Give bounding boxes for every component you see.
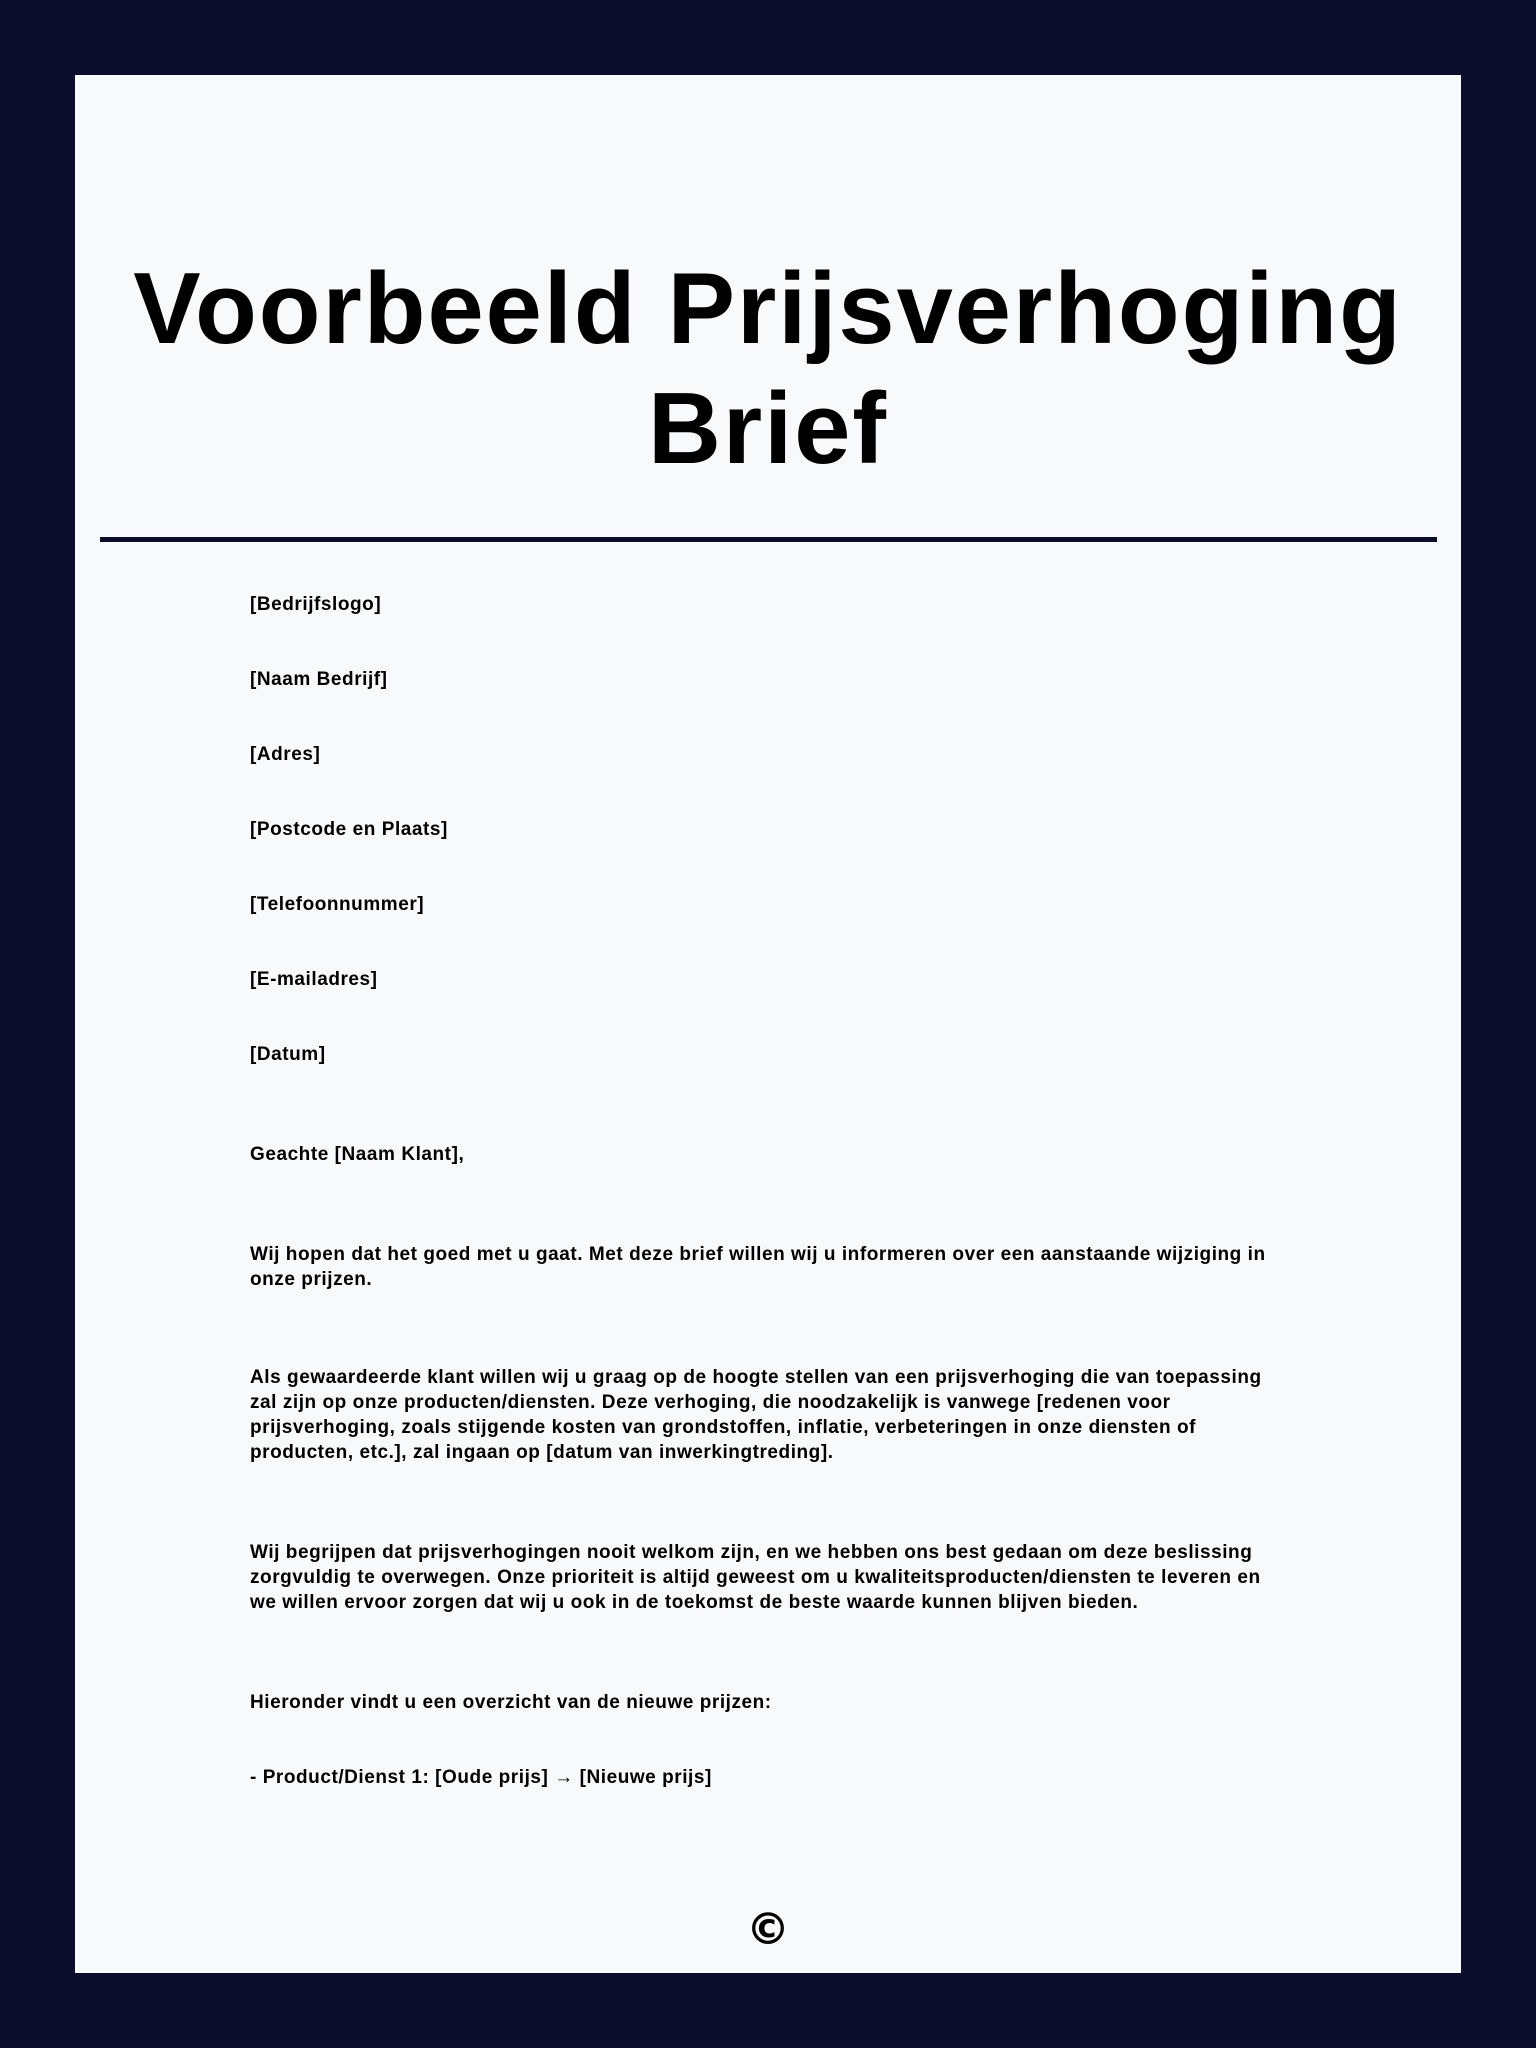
sender-phone: [Telefoonnummer] [250,894,425,915]
title-divider [100,537,1437,542]
paragraph-line: zal zijn op onze producten/diensten. Deze verhoging, die noodzakelijk is vanwege [redenen voor [250,1392,1171,1413]
paragraph-intro [250,1242,1295,1292]
salutation: Geachte [Naam Klant], [250,1144,465,1165]
paragraph-line: producten, etc.], zal ingaan op [datum van inwerkingtreding]. [250,1442,834,1463]
sender-address: [Adres] [250,744,321,765]
paragraph-line: Wij hopen dat het goed met u gaat. Met deze brief willen wij u informeren over een aanstaande wijziging in [250,1244,1266,1265]
paragraph-line: Als gewaardeerde klant willen wij u graag op de hoogte stellen van een prijsverhoging die van toepassing [250,1367,1262,1388]
paragraph-line: Wij begrijpen dat prijsverhogingen nooit welkom zijn, en we hebben ons best gedaan om deze beslissing [250,1542,1253,1563]
letter-date: [Datum] [250,1044,326,1065]
paragraph-understanding [250,1540,1295,1615]
price-item: - Product/Dienst 1: [Oude prijs] → [Nieuwe prijs] [250,1767,712,1788]
sender-company-logo: [Bedrijfslogo] [250,594,382,615]
paragraph-line: onze prijzen. [250,1269,373,1290]
title-line-1: Voorbeeld Prijsverhoging [133,253,1403,365]
sender-company-name: [Naam Bedrijf] [250,669,388,690]
letter-page [75,75,1461,1973]
paragraph-line: we willen ervoor zorgen dat wij u ook in de toekomst de beste waarde kunnen blijven bieden. [250,1592,1139,1613]
copyright-icon: © [746,1904,790,1955]
paragraph-line: prijsverhoging, zoals stijgende kosten van grondstoffen, inflatie, verbeteringen in onze diensten of [250,1417,1197,1438]
sender-email: [E-mailadres] [250,969,378,990]
price-overview-intro: Hieronder vindt u een overzicht van de nieuwe prijzen: [250,1692,772,1713]
title-line-2: Brief [647,373,889,485]
page-title [75,249,1461,489]
paragraph-price-increase [250,1365,1295,1465]
paragraph-line: zorgvuldig te overwegen. Onze prioriteit is altijd geweest om u kwaliteitsproducten/diensten te leveren en [250,1567,1261,1588]
sender-postcode-city: [Postcode en Plaats] [250,819,448,840]
